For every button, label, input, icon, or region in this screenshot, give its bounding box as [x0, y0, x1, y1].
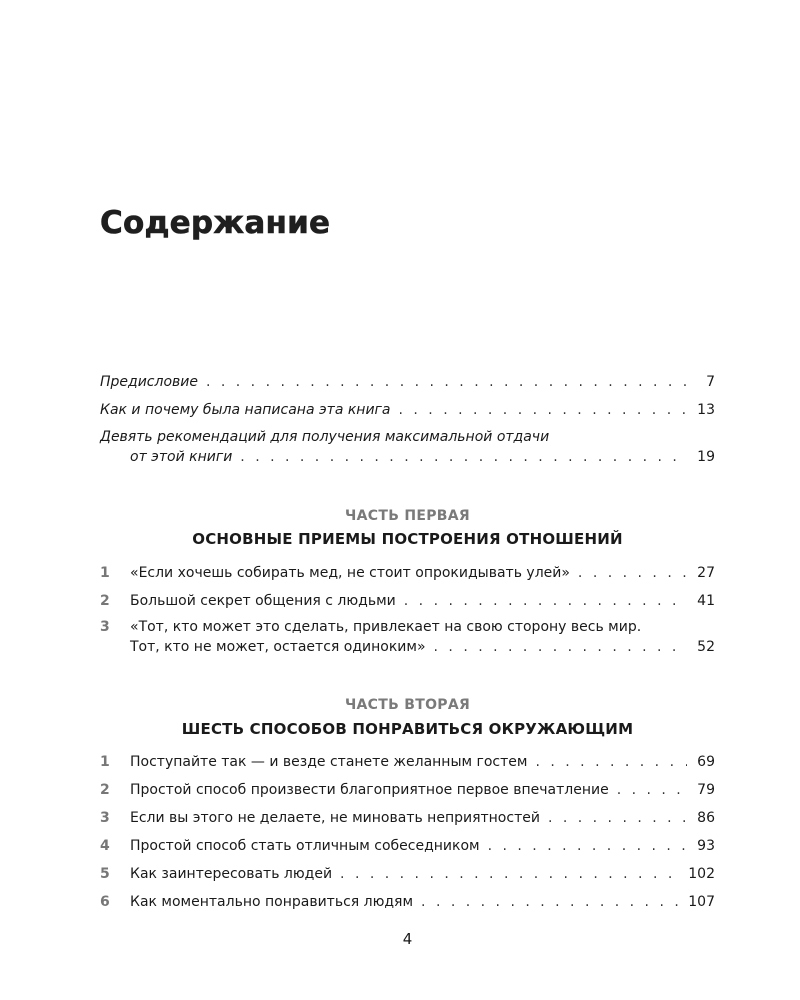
toc-entry-page: 102 — [688, 866, 715, 882]
toc-entry-page: 7 — [706, 374, 715, 390]
part-title: ОСНОВНЫЕ ПРИЕМЫ ПОСТРОЕНИЯ ОТНОШЕНИЙ — [192, 530, 623, 548]
toc-entry-label: Тот, кто не может, остается одиноким» — [130, 639, 426, 655]
toc-entry-label: Поступайте так — и везде станете желанным гостем — [130, 754, 528, 770]
toc-entry-label: Предисловие — [100, 374, 198, 390]
toc-entry-how-written[interactable] — [100, 400, 715, 420]
chapter-number: 4 — [100, 838, 110, 854]
part-label: ЧАСТЬ ПЕРВАЯ — [345, 508, 470, 524]
toc-entry-label: Простой способ стать отличным собеседником — [130, 838, 480, 854]
toc-entry-preface[interactable] — [100, 372, 715, 392]
dot-leader — [240, 447, 687, 467]
chapter-number: 3 — [100, 810, 110, 826]
chapter-number: 5 — [100, 866, 110, 882]
toc-entry-label: Как моментально понравиться людям — [130, 894, 414, 910]
toc-entry-label: Как и почему была написана эта книга — [100, 402, 391, 418]
chapter-number: 2 — [100, 782, 110, 798]
toc-entry-page: 93 — [697, 838, 715, 854]
toc-entry-label: от этой книги — [130, 449, 233, 465]
toc-entry-page: 52 — [697, 639, 715, 655]
dot-leader — [206, 372, 687, 392]
chapter-number: 2 — [100, 593, 110, 609]
toc-entry-label-line1[interactable]: Девять рекомендаций для получения максимальной отдачи — [100, 429, 550, 445]
toc-chapter-entry[interactable] — [100, 752, 715, 772]
part-title: ШЕСТЬ СПОСОБОВ ПОНРАВИТЬСЯ ОКРУЖАЮЩИМ — [181, 720, 634, 738]
toc-entry-nine-tips[interactable] — [130, 447, 715, 467]
toc-chapter-entry[interactable] — [100, 591, 715, 611]
toc-entry-page: 27 — [697, 565, 715, 581]
toc-entry-page: 86 — [697, 810, 715, 826]
dot-leader — [617, 780, 687, 800]
chapter-number: 1 — [100, 754, 110, 770]
toc-entry-label: «Тот, кто может это сделать, привлекает на свою сторону весь мир. — [130, 619, 642, 635]
toc-chapter-entry[interactable] — [100, 892, 715, 912]
dot-leader — [404, 591, 687, 611]
toc-entry-label: Большой секрет общения с людьми — [130, 593, 396, 609]
toc-entry-label: «Если хочешь собирать мед, не стоит опрокидывать улей» — [130, 565, 570, 581]
toc-chapter-entry[interactable] — [100, 808, 715, 828]
toc-entry-page: 107 — [688, 894, 715, 910]
chapter-number: 6 — [100, 894, 110, 910]
chapter-number: 1 — [100, 565, 110, 581]
toc-entry-page: 79 — [697, 782, 715, 798]
dot-leader — [421, 892, 680, 912]
dot-leader — [548, 808, 687, 828]
dot-leader — [535, 752, 687, 772]
chapter-number: 3 — [100, 619, 110, 635]
toc-chapter-entry[interactable] — [100, 780, 715, 800]
page-title: Содержание — [100, 205, 331, 241]
dot-leader — [399, 400, 688, 420]
dot-leader — [340, 864, 680, 884]
toc-chapter-entry[interactable] — [130, 637, 715, 657]
toc-chapter-entry[interactable] — [100, 563, 715, 583]
dot-leader — [578, 563, 687, 583]
toc-chapter-entry[interactable] — [100, 864, 715, 884]
toc-entry-page: 19 — [697, 449, 715, 465]
toc-entry-page: 13 — [697, 402, 715, 418]
toc-entry-label: Простой способ произвести благоприятное первое впечатление — [130, 782, 609, 798]
part-label: ЧАСТЬ ВТОРАЯ — [344, 697, 471, 713]
toc-entry-page: 69 — [697, 754, 715, 770]
dot-leader — [488, 836, 687, 856]
toc-entry-label: Как заинтересовать людей — [130, 866, 333, 882]
toc-chapter-entry[interactable] — [100, 836, 715, 856]
page-number: 4 — [402, 930, 413, 948]
toc-entry-label: Если вы этого не делаете, не миновать неприятностей — [130, 810, 540, 826]
toc-entry-page: 41 — [697, 593, 715, 609]
toc-chapter-entry-line1[interactable] — [100, 617, 641, 637]
dot-leader — [434, 637, 687, 657]
